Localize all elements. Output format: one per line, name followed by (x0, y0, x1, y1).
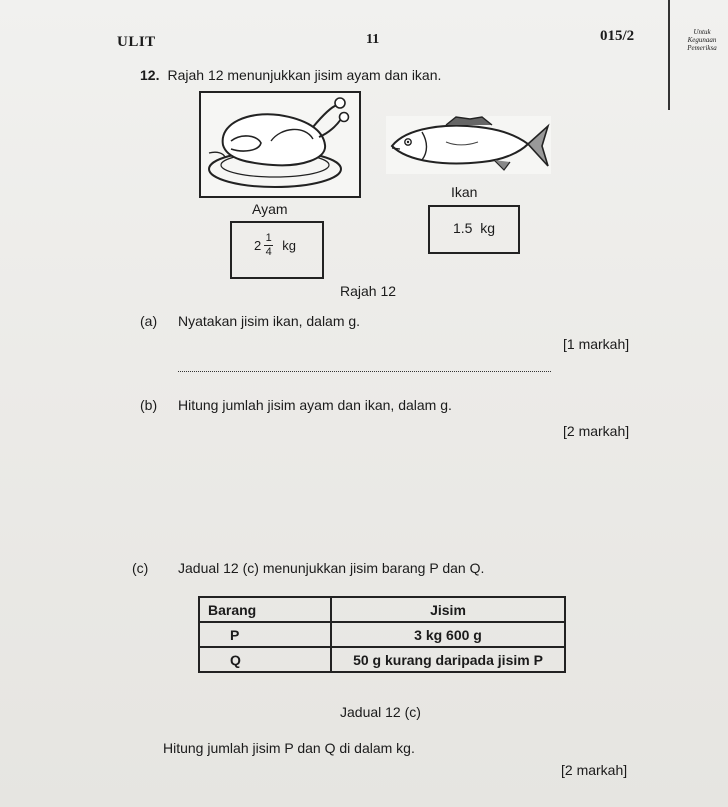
table-cell-item: P (199, 622, 331, 647)
part-b-marks: [2 markah] (563, 423, 630, 439)
part-a-question: (a) Nyatakan jisim ikan, dalam g. (140, 313, 361, 329)
table-header-row (199, 597, 565, 622)
fish-mass-box (428, 205, 520, 254)
table-cell-mass: 50 g kurang daripada jisim P (331, 647, 565, 672)
question-text: Rajah 12 menunjukkan jisim ayam dan ikan. (167, 67, 442, 83)
part-c-question: (c) Jadual 12 (c) menunjukkan jisim barang P dan Q. (132, 560, 485, 576)
part-a-marks: [1 markah] (563, 336, 630, 352)
header-page-number: 11 (366, 32, 380, 47)
part-b-question: (b) Hitung jumlah jisim ayam dan ikan, dalam g. (140, 397, 452, 413)
header-paper-code: 015/2 (600, 28, 635, 44)
question-12-title (140, 67, 441, 83)
question-number: 12. (140, 67, 160, 83)
table-cell-item: Q (199, 647, 331, 672)
fish-illustration (386, 116, 551, 174)
mass-fraction: $\frac{1}{4}$ (265, 232, 272, 259)
part-a-answer-line[interactable] (178, 371, 551, 372)
mass-unit: kg (282, 238, 296, 254)
final-marks: [2 markah] (561, 762, 628, 778)
final-question: Hitung jumlah jisim P dan Q di dalam kg. (163, 740, 415, 756)
examiner-margin-line (668, 0, 670, 110)
chicken-illustration (199, 91, 361, 198)
table-row (199, 622, 565, 647)
mass-table (198, 596, 566, 673)
table-cell-mass: 3 kg 600 g (331, 622, 565, 647)
table-header-item: Barang (199, 597, 331, 622)
chicken-mass-box (230, 221, 324, 279)
roast-chicken-icon (201, 93, 359, 196)
mass-whole: 2 (254, 238, 262, 254)
header-classification: ULIT (117, 34, 156, 50)
figure-caption: Rajah 12 (340, 283, 397, 299)
examiner-margin-note: Untuk Kegunaan Pemeriksa (687, 28, 717, 52)
fish-label: Ikan (451, 184, 478, 200)
chicken-mass-value (254, 232, 296, 259)
fish-mass-value: 1.5 kg (452, 220, 496, 236)
fish-icon (386, 116, 551, 174)
chicken-label: Ayam (252, 201, 288, 217)
table-row (199, 647, 565, 672)
table-caption: Jadual 12 (c) (340, 704, 421, 720)
table-header-mass: Jisim (331, 597, 565, 622)
